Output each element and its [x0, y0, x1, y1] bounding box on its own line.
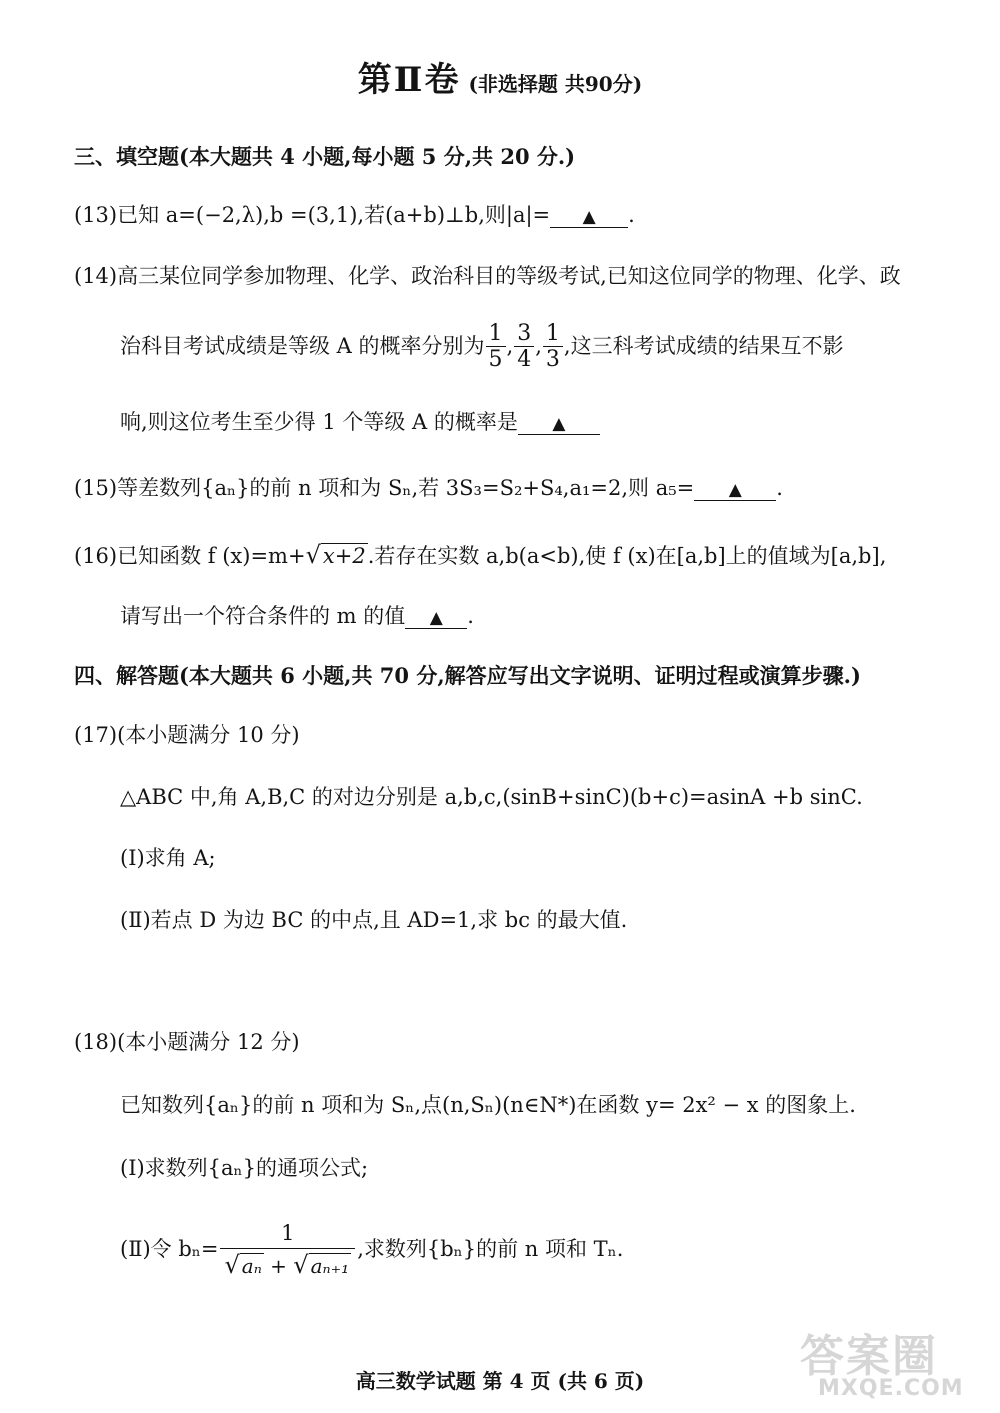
q18-part2-pre: (Ⅱ)令 bₙ= — [120, 1236, 219, 1261]
q13-number: (13) — [74, 203, 118, 227]
q17-stem: △ABC 中,角 A,B,C 的对边分别是 a,b,c,(sinB+sinC)(b+c)=asinA +b sinC. — [120, 785, 863, 809]
page-footer: 高三数学试题 第 4 页 (共 6 页) — [355, 1369, 645, 1393]
fraction-2-denominator: 4 — [517, 347, 532, 373]
section4-heading: 四、解答题(本大题共 6 小题,共 70 分,解答应写出文字说明、证明过程或演算步骤.) — [74, 663, 861, 688]
answer-triangle-icon: ▲ — [582, 207, 596, 227]
question-16-line-2 — [120, 606, 474, 629]
q14-line1: 高三某位同学参加物理、化学、政治科目的等级考试,已知这位同学的物理、化学、政 — [117, 264, 901, 288]
b-n-denominator — [220, 1249, 355, 1278]
q14-number: (14) — [74, 264, 118, 288]
q15-answer-blank — [694, 478, 776, 501]
q15-number: (15) — [74, 476, 118, 500]
q16-answer-blank — [405, 606, 467, 629]
fraction-separator: , — [535, 333, 542, 358]
q17-label: (17)(本小题满分 10 分) — [74, 723, 300, 747]
fraction-3-denominator: 3 — [545, 347, 560, 373]
fraction-3-numerator: 1 — [543, 322, 563, 347]
question-16-line-1 — [74, 543, 886, 567]
fraction-3 — [543, 322, 563, 372]
fraction-separator: , — [506, 333, 514, 358]
q17-part2: (Ⅱ)若点 D 为边 BC 的中点,且 AD=1,求 bc 的最大值. — [120, 908, 628, 932]
fraction-2-numerator: 3 — [514, 322, 534, 347]
title-subtitle: (非选择题 共90分) — [468, 72, 643, 96]
radicand-a-n-plus-1: aₙ₊₁ — [310, 1254, 350, 1279]
section3-heading: 三、填空题(本大题共 4 小题,每小题 5 分,共 20 分.) — [74, 144, 576, 169]
q15-end: . — [776, 476, 783, 500]
fraction-1-denominator: 5 — [488, 347, 503, 373]
square-root — [306, 543, 368, 567]
page-title — [0, 52, 1000, 101]
q16-number: (16) — [74, 544, 118, 568]
q18-part1: (Ⅰ)求数列{aₙ}的通项公式; — [120, 1156, 369, 1180]
q13-text: 已知 a=(−2,λ),b =(3,1),若(a+b)⊥b,则|a|= — [117, 203, 551, 227]
radical-sign-icon: √ — [224, 1251, 240, 1280]
watermark-text: 答案圈 — [800, 1331, 938, 1382]
q16-end: . — [467, 604, 474, 628]
answer-triangle-icon: ▲ — [728, 480, 742, 500]
answer-triangle-icon: ▲ — [552, 414, 566, 434]
q13-end: . — [628, 203, 635, 227]
q18-label: (18)(本小题满分 12 分) — [74, 1030, 300, 1054]
q16-post: .若存在实数 a,b(a<b),使 f (x)在[a,b]上的值域为[a,b], — [367, 544, 887, 568]
b-n-numerator: 1 — [220, 1222, 355, 1249]
title-main: 第Ⅱ卷 — [357, 60, 461, 100]
answer-triangle-icon: ▲ — [429, 608, 443, 628]
question-14-line-2 — [120, 322, 844, 372]
watermark-url: MXQE.COM — [818, 1376, 964, 1401]
q18-part2-post: ,求数列{bₙ}的前 n 项和 Tₙ. — [357, 1236, 624, 1261]
fraction-2 — [514, 322, 534, 372]
square-root — [224, 1252, 263, 1278]
q14-line3: 响,则这位考生至少得 1 个等级 A 的概率是 — [120, 410, 518, 434]
q14-line2-pre: 治科目考试成绩是等级 A 的概率分别为 — [120, 333, 485, 358]
q17-part1: (Ⅰ)求角 A; — [120, 846, 216, 870]
question-14-line-1 — [74, 266, 901, 287]
q18-part2 — [120, 1222, 623, 1278]
watermark-logo — [800, 1320, 990, 1405]
q14-answer-blank — [518, 412, 600, 435]
question-14-line-3 — [120, 412, 600, 435]
q14-line2-post: ,这三科考试成绩的结果互不影 — [563, 333, 844, 358]
square-root — [293, 1252, 351, 1278]
denominator-plus: + — [263, 1254, 294, 1279]
q13-answer-blank — [550, 205, 628, 228]
question-13 — [74, 205, 635, 228]
q16-line2: 请写出一个符合条件的 m 的值 — [120, 604, 406, 628]
radicand-a-n: aₙ — [241, 1254, 262, 1279]
q15-text: 等差数列{aₙ}的前 n 项和为 Sₙ,若 3S₃=S₂+S₄,a₁=2,则 a₅= — [117, 476, 695, 500]
b-n-fraction — [220, 1222, 355, 1278]
q16-pre: 已知函数 f (x)=m+ — [117, 544, 306, 568]
question-15 — [74, 478, 783, 501]
fraction-1-numerator: 1 — [486, 322, 506, 347]
radicand: x+2 — [322, 544, 366, 568]
fraction-1 — [486, 322, 506, 372]
radical-sign-icon: √ — [293, 1251, 309, 1280]
q18-stem: 已知数列{aₙ}的前 n 项和为 Sₙ,点(n,Sₙ)(n∈N*)在函数 y= 2x² − x 的图象上. — [120, 1093, 856, 1117]
radical-sign-icon: √ — [305, 541, 321, 569]
